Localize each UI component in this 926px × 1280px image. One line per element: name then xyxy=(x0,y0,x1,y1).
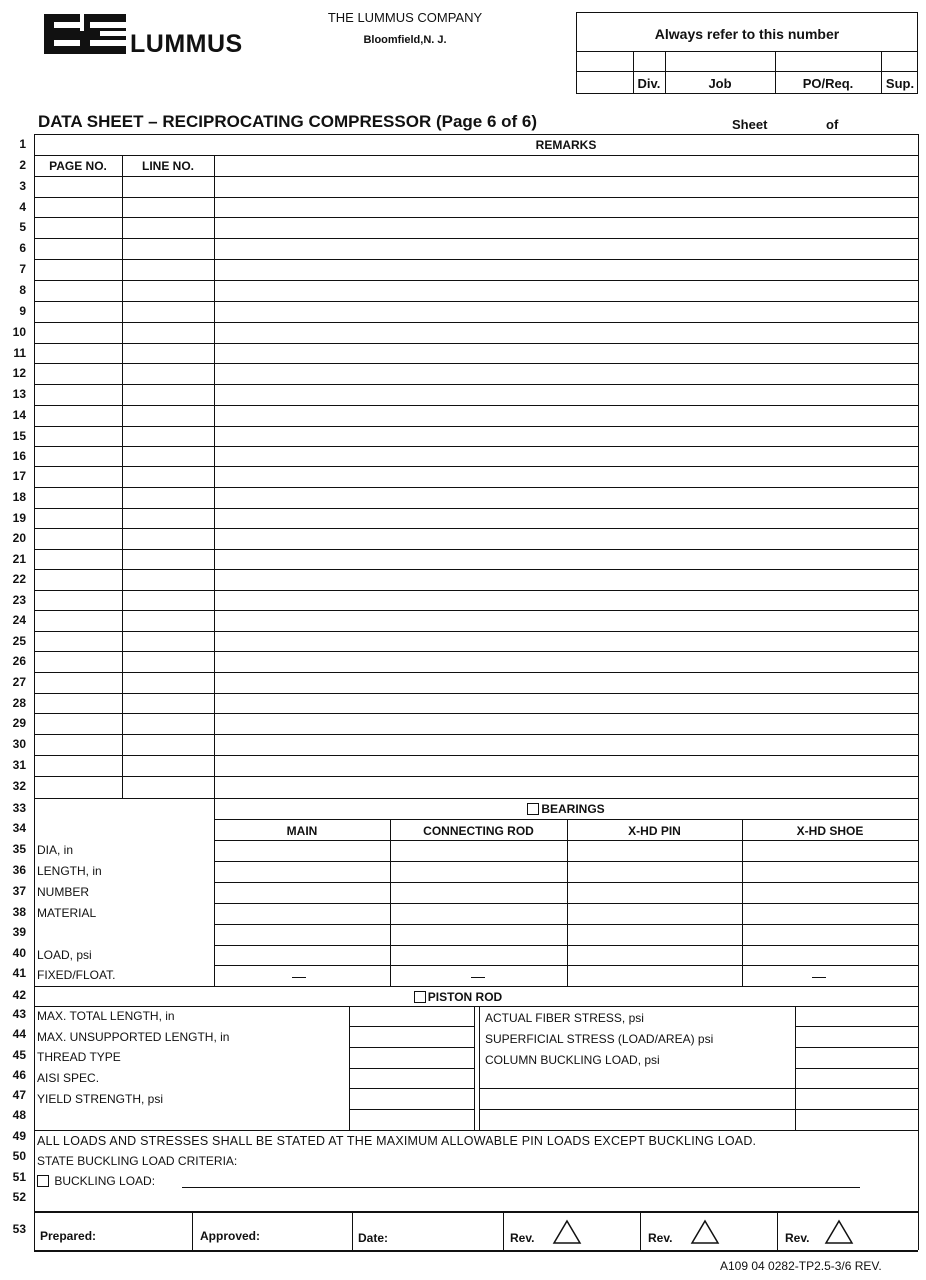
revision-triangle-icon xyxy=(552,1219,582,1245)
bearings-title: BEARINGS xyxy=(214,802,918,816)
form-number: A109 04 0282-TP2.5-3/6 REV. xyxy=(720,1259,882,1273)
thread-type-label: THREAD TYPE xyxy=(37,1050,121,1064)
row-number: 53 xyxy=(12,1222,26,1236)
fixed-float-label: FIXED/FLOAT. xyxy=(37,968,116,982)
number-label: NUMBER xyxy=(37,885,90,899)
rev-label-2: Rev. xyxy=(648,1231,673,1245)
row-number: 40 xyxy=(12,946,26,960)
remarks-title: REMARKS xyxy=(535,138,597,152)
dia-label: DIA, in xyxy=(37,843,74,857)
row-number: 46 xyxy=(12,1068,26,1082)
row-number: 43 xyxy=(12,1007,26,1021)
reference-number-box xyxy=(576,12,918,94)
ref-sup-label: Sup. xyxy=(885,76,915,91)
row-number: 16 xyxy=(12,449,26,463)
row-number: 38 xyxy=(12,905,26,919)
row-number: 48 xyxy=(12,1108,26,1122)
date-label: Date: xyxy=(358,1231,389,1245)
row-number: 26 xyxy=(12,654,26,668)
aisi-spec-label: AISI SPEC. xyxy=(37,1071,100,1085)
bearing-col-main: MAIN xyxy=(286,824,318,838)
revision-triangle-icon xyxy=(690,1219,720,1245)
logo-text: LUMMUS xyxy=(130,30,243,58)
row-number: 20 xyxy=(12,531,26,545)
ref-div-label: Div. xyxy=(637,76,661,91)
row-number: 45 xyxy=(12,1048,26,1062)
prepared-label: Prepared: xyxy=(40,1229,97,1243)
column-buckling-load-label: COLUMN BUCKLING LOAD, psi xyxy=(485,1053,660,1067)
load-label: LOAD, psi xyxy=(37,948,92,962)
row-number: 29 xyxy=(12,716,26,730)
row-number: 8 xyxy=(19,283,26,297)
row-number: 4 xyxy=(19,200,26,214)
company-city: Bloomfield,N. J. xyxy=(363,34,447,46)
row-number: 22 xyxy=(12,572,26,586)
row-number: 31 xyxy=(12,758,26,772)
buckling-load-row xyxy=(37,1174,155,1188)
page-no-header: PAGE NO. xyxy=(49,159,107,173)
row-number: 32 xyxy=(12,779,26,793)
rev-label-3: Rev. xyxy=(785,1231,810,1245)
row-number: 49 xyxy=(12,1129,26,1143)
row-number: 44 xyxy=(12,1027,26,1041)
row-number: 3 xyxy=(19,179,26,193)
material-label: MATERIAL xyxy=(37,906,97,920)
row-number: 51 xyxy=(12,1170,26,1184)
lummus-logo-mark xyxy=(44,14,126,54)
row-number: 28 xyxy=(12,696,26,710)
revision-triangle-icon xyxy=(824,1219,854,1245)
page-title: DATA SHEET – RECIPROCATING COMPRESSOR (Page 6 of 6) xyxy=(38,112,538,131)
row-number: 50 xyxy=(12,1149,26,1163)
row-number: 39 xyxy=(12,925,26,939)
row-number: 6 xyxy=(19,241,26,255)
row-number: 23 xyxy=(12,593,26,607)
row-number: 17 xyxy=(12,469,26,483)
buckling-load-label: BUCKLING LOAD: xyxy=(54,1174,156,1188)
row-number: 2 xyxy=(19,158,26,172)
row-number: 35 xyxy=(12,842,26,856)
row-number: 52 xyxy=(12,1190,26,1204)
row-number: 36 xyxy=(12,863,26,877)
sheet-label: Sheet xyxy=(732,117,768,132)
row-number: 42 xyxy=(12,988,26,1002)
piston-rod-title: PISTON ROD xyxy=(214,990,702,1004)
bearing-col-xhd-pin: X-HD PIN xyxy=(628,824,681,838)
ref-job-label: Job xyxy=(708,76,732,91)
row-number: 19 xyxy=(12,511,26,525)
piston-rod-checkbox[interactable] xyxy=(414,991,426,1003)
line-no-header: LINE NO. xyxy=(141,159,194,173)
row-number: 24 xyxy=(12,613,26,627)
superficial-stress-label: SUPERFICIAL STRESS (LOAD/AREA) psi xyxy=(485,1032,714,1046)
loads-note: ALL LOADS AND STRESSES SHALL BE STATED AT THE MAXIMUM ALLOWABLE PIN LOADS EXCEPT BUCKLING LOAD. xyxy=(37,1134,757,1148)
row-number: 14 xyxy=(12,408,26,422)
bearings-checkbox[interactable] xyxy=(527,803,539,815)
row-number: 21 xyxy=(12,552,26,566)
row-number: 33 xyxy=(12,801,26,815)
row-number: 9 xyxy=(19,304,26,318)
max-unsupported-length-label: MAX. UNSUPPORTED LENGTH, in xyxy=(37,1030,230,1044)
ref-po-label: PO/Req. xyxy=(802,76,854,91)
bearing-col-connecting-rod: CONNECTING ROD xyxy=(423,824,534,838)
row-number: 15 xyxy=(12,429,26,443)
length-label: LENGTH, in xyxy=(37,864,102,878)
reference-title: Always refer to this number xyxy=(654,26,840,42)
row-number: 13 xyxy=(12,387,26,401)
row-number: 11 xyxy=(13,346,26,360)
company-name: THE LUMMUS COMPANY xyxy=(327,10,483,25)
buckling-load-checkbox[interactable] xyxy=(37,1175,49,1187)
approved-label: Approved: xyxy=(200,1229,260,1243)
max-total-length-label: MAX. TOTAL LENGTH, in xyxy=(37,1009,175,1023)
row-number: 27 xyxy=(12,675,26,689)
yield-strength-label: YIELD STRENGTH, psi xyxy=(37,1092,164,1106)
row-number: 37 xyxy=(12,884,26,898)
row-number: 47 xyxy=(12,1088,26,1102)
row-number: 7 xyxy=(19,262,26,276)
row-number: 12 xyxy=(12,366,26,380)
actual-fiber-stress-label: ACTUAL FIBER STRESS, psi xyxy=(485,1011,644,1025)
rev-label-1: Rev. xyxy=(510,1231,535,1245)
buckling-criteria-label: STATE BUCKLING LOAD CRITERIA: xyxy=(37,1154,238,1168)
sheet-of-label: of xyxy=(826,117,839,132)
row-number: 41 xyxy=(12,966,26,980)
row-number: 10 xyxy=(12,325,26,339)
row-number: 18 xyxy=(12,490,26,504)
bearing-col-xhd-shoe: X-HD SHOE xyxy=(796,824,864,838)
row-number: 34 xyxy=(12,821,26,835)
row-number: 25 xyxy=(12,634,26,648)
row-number: 30 xyxy=(12,737,26,751)
row-number: 5 xyxy=(19,220,26,234)
row-number: 1 xyxy=(19,137,26,151)
